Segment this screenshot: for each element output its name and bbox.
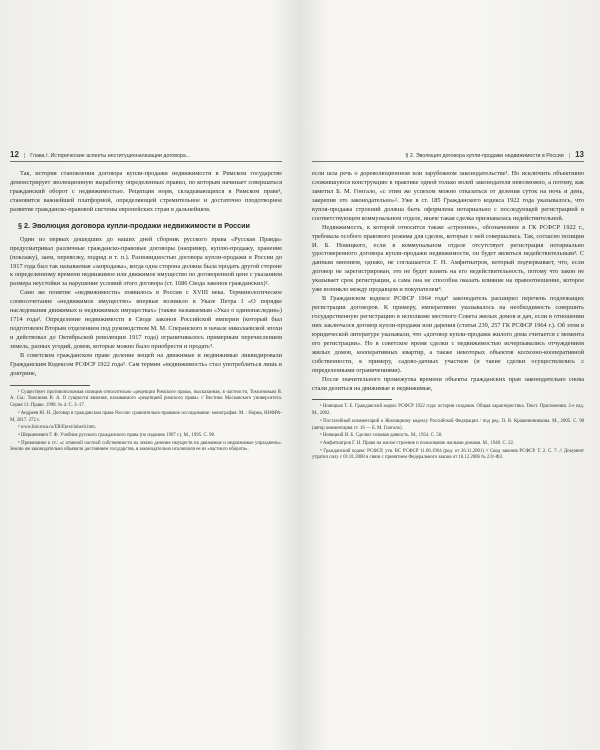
right-footnotes [312,404,584,462]
footnote: ² Андреев Ю. Н. Договор в гражданском праве России: сравнительно-правовое исследование: монография. М. : Норма, ИНФРА-М, 2017. 272 с. [10,410,282,423]
right-paragraph-1: если шла речь о дореволюционном или зарубежном законодательстве¹. Но исключить объективно сложившуюся конструкцию в практике одной только волей законодателя невозможно, а потому, как заметил Б. М. Гонгало, «с этим же успехом можно отказаться от деления суток на ночь и день, закрепив это законодательно»². Уже в ст. 185 Гражданского кодекса 1922 года указывалось, что купля-продажа строений должна быть оформлена нотариально с последующей регистрацией в соответствующем коммунальном отделе, иначе такая сделка признавалась недействительной. [312,170,584,222]
left-running-head [10,150,282,162]
left-paragraph-4: В советском гражданском праве деление вещей на движимые и недвижимые ликвидировали Гражданским Кодексом РСФСР 1922 года⁵. Сам термин «недвижимость» стал употребляться лишь в доктрине, [10,351,282,377]
right-paragraph-3: В Гражданском кодексе РСФСР 1964 года⁵ законодатель расширил перечень подлежащих регистрации договоров. К примеру, императивно указывалось на необходимость совершить государственную регистрацию в исполкоме местного Совета жилых домов и дач, если в отношении них заключался договор купли-продажи или дарения (статьи 239, 257 ГК РСФСР 1964 г.). Об этом в юридической литературе указывали, что «договор купли-продажи жилого дома считается с момента его регистрации». Но в советское время сделки с недвижимостью исчерпывались отчуждением жилых домов, кооперативных квартир, а также некоторых объектов колхозно-кооперативной собственности, к примеру, садово-дачных участков (и такие сделки осуществлялись с определенными ограничениями). [312,295,584,374]
left-page-number: 12 [10,150,19,159]
running-head-separator: | [23,153,26,159]
footnote: ⁵ Примечание к ст.: «с отменой частной собственности на землю деление имуществ на движимые и недвижимые упразднено». Землю же законодательно объявили достоянием государства, в законодательно исключили ее из «частного оборота». [10,440,282,453]
left-running-head-title: Глава I. Исторические аспекты институционализации договора... [30,153,191,159]
left-paragraph-2: Один из первых дошедших до наших дней сборник русского права «Русская Правда» предусматривал различные гражданско-правовые договоры (например, куплю-продажу, хранение (поклажу), заем, перевозку, подряд и т. п.). Разновидностью договора купли-продажи в России до 1917 года был так называемая «запродажа», когда одна сторона должна была продать другой стороне к определенному времени недвижимое или движимое имущество по договоренной цене с указанием размера неустойки за нарушение условий этого договора (ст. 1686 Свода законов гражданских)². [10,235,282,288]
right-running-head-title: § 2. Эволюция договора купли-продажи недвижимости в России [405,153,564,159]
right-page-number: 13 [575,150,584,159]
left-footnote-rule [10,385,90,386]
right-footnote-rule [312,399,392,400]
left-paragraph-3: Само же понятие «недвижимости» появилось в России с XVIII века. Терминологическое словосочетание «недвижимое имущество» впервые возникло в Указе Петра I «О порядке наследования движимых и недвижимых имуществах» (также называемым «Указ о единонаследии») 1714 года³. Определение недвижимости в Своде законов Российской империи (который был подготовлен Вторым отделением под руководством М. М. Сперанского в начале николаевской эпохи и действовал до Октябрьской революции 1917 года) ограничивалось примерным перечислением земель, разных угодий, домов, которые можно было приобрести и продать⁴. [10,289,282,350]
footnote: ¹ Новицкая Т. Е. Гражданский кодекс РСФСР 1922 года: история создания. Общая характеристика. Текст. Приложения. 2-е изд. М., 2002. [312,404,584,417]
section-heading: § 2. Эволюция договора купли-продажи недвижимости в России [18,220,250,230]
left-page [10,150,282,455]
footnote: ⁴ Шершеневич Г. Ф. Учебник русского гражданского права (по изданию 1907 г.). М., 1995. С. 98. [18,432,216,438]
left-footnotes [10,390,282,454]
footnote: ⁵ Гражданский кодекс РСФСР, утв. ВС РСФСР 11.06.1964 (ред. от 26.11.2001) // Свод законов РСФСР. Т. 2. С. 7. // Документ утратил силу с 01.01.2008 в связи с принятием Федерального закона от 18.12.2006 № 231-ФЗ. [312,448,584,461]
right-running-head [312,150,584,162]
footnote: ³ www.hist.msu.ru/ER/Etext/inherit.htm. [18,425,96,431]
running-head-separator: | [568,153,571,159]
footnote: ¹ Существует противоположная позиция относительно «рецепции Римского права», высказанная, в частности, Томсиновым В. А. См.: Томсинов В. А. О сущности явления, называемого «рецепцией римского права» // Вестник Московского университета. Серия 11: Право. 1998. № 4. С. 3–17. [10,389,282,409]
footnote: ³ Новицкий И. Б. Сделки: исковая давность. М., 1954. С. 58. [320,433,443,439]
left-paragraph-1: Так, история становления договора купли-продажи недвижимости в Римском государстве демонстрирует эволюционную выработку определенных правил, по которым начинает совершаться гражданский оборот с недвижимостью. Рецепция норм, складывающихся в Римском праве¹, становится важнейшей платформой, определяющей стремительное и достаточно плодотворное развитие гражданско-правовой системы европейских стран в дальнейшем. [10,170,282,213]
right-paragraph-4: После значительного промежутка времени объекты гражданских прав законодательно снова стали делиться на движимые и недвижимые, [312,375,584,392]
right-paragraph-2: Недвижимость, к которой относится также «строение», обозначенное в ГК РСФСР 1922 г., требовала особого правового режима для сделок, которые с ней совершались. Так, согласно позиции И. Б. Новицкого, если в коммунальном отделе отсутствует регистрация нотариально удостоверенного договора купли-продажи недвижимости, он будет являться недействительным³. С данным мнением, однако, не соглашается Г. Н. Амфитиатров, который подчеркивает, что, если договор не зарегистрирован, это не будет влиять на его недействительность, потому что закон не указывает срок регистрации, а сама она не способна оказать влияние на правоотношение, которое уже возникло между продавцом и покупателем⁴. [312,223,584,294]
right-page [312,150,584,463]
footnote: ⁴ Амфитиатров Г. Н. Право на жилое строение и пользование жилыми домами. М., 1948. С. 22. [320,440,515,446]
footnote: ² Постатейный комментарий к Жилищному кодексу Российской Федерации / под ред. П. В. Крашенинникова. М., 2005. С. 98 (автор комментария ст. 16 — Б. М. Гонгало). [312,418,584,431]
